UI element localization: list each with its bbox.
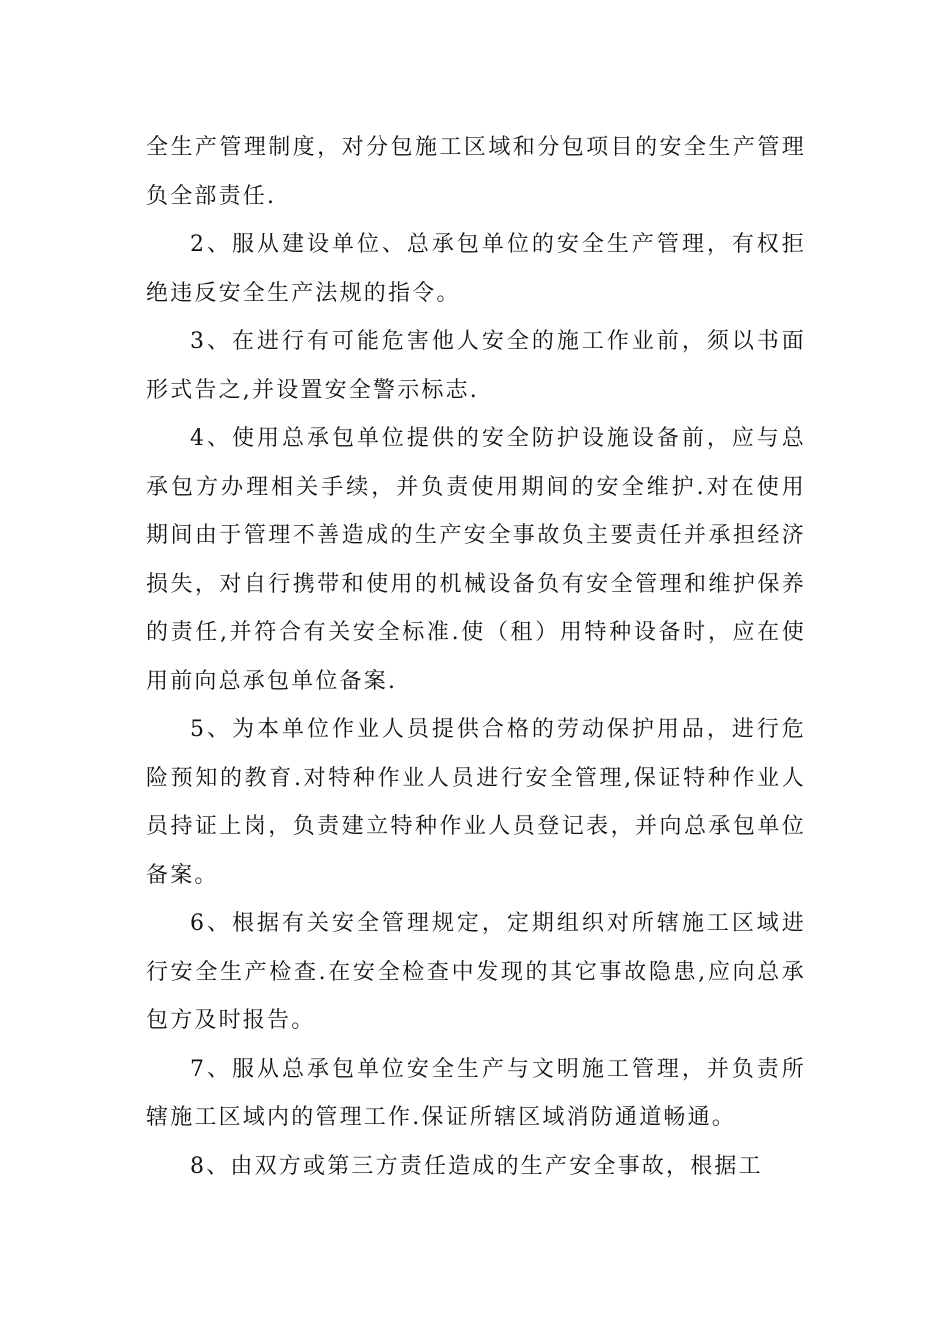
paragraph-item-3: 3、在进行有可能危害他人安全的施工作业前，须以书面形式告之,并设置安全警示标志. xyxy=(146,329,806,403)
paragraph-item-4: 4、使用总承包单位提供的安全防护设施设备前，应与总承包方办理相关手续，并负责使用期间的安全维护.对在使用期间由于管理不善造成的生产安全事故负主要责任并承担经济损失，对自行携带和使用的机械设备负有安全管理和维护保养的责任,并符合有关安全标准.使（租）用特种设备时，应在使用前向总承包单位备案. xyxy=(146,426,806,694)
paragraph-item-8: 8、由双方或第三方责任造成的生产安全事故，根据工 xyxy=(190,1153,763,1179)
paragraph-continuation: 全生产管理制度，对分包施工区域和分包项目的安全生产管理负全部责任. xyxy=(146,135,806,209)
paragraph-item-6: 6、根据有关安全管理规定，定期组织对所辖施工区域进行安全生产检查.在安全检查中发现的其它事故隐患,应向总承包方及时报告。 xyxy=(146,911,806,1033)
paragraph-item-7: 7、服从总承包单位安全生产与文明施工管理，并负责所辖施工区域内的管理工作.保证所辖区域消防通道畅通。 xyxy=(146,1056,806,1130)
paragraph-item-5: 5、为本单位作业人员提供合格的劳动保护用品，进行危险预知的教育.对特种作业人员进行安全管理,保证特种作业人员持证上岗，负责建立特种作业人员登记表，并向总承包单位备案。 xyxy=(146,717,806,888)
paragraph-item-2: 2、服从建设单位、总承包单位的安全生产管理，有权拒绝违反安全生产法规的指令。 xyxy=(146,232,806,306)
document-body xyxy=(146,124,806,1191)
